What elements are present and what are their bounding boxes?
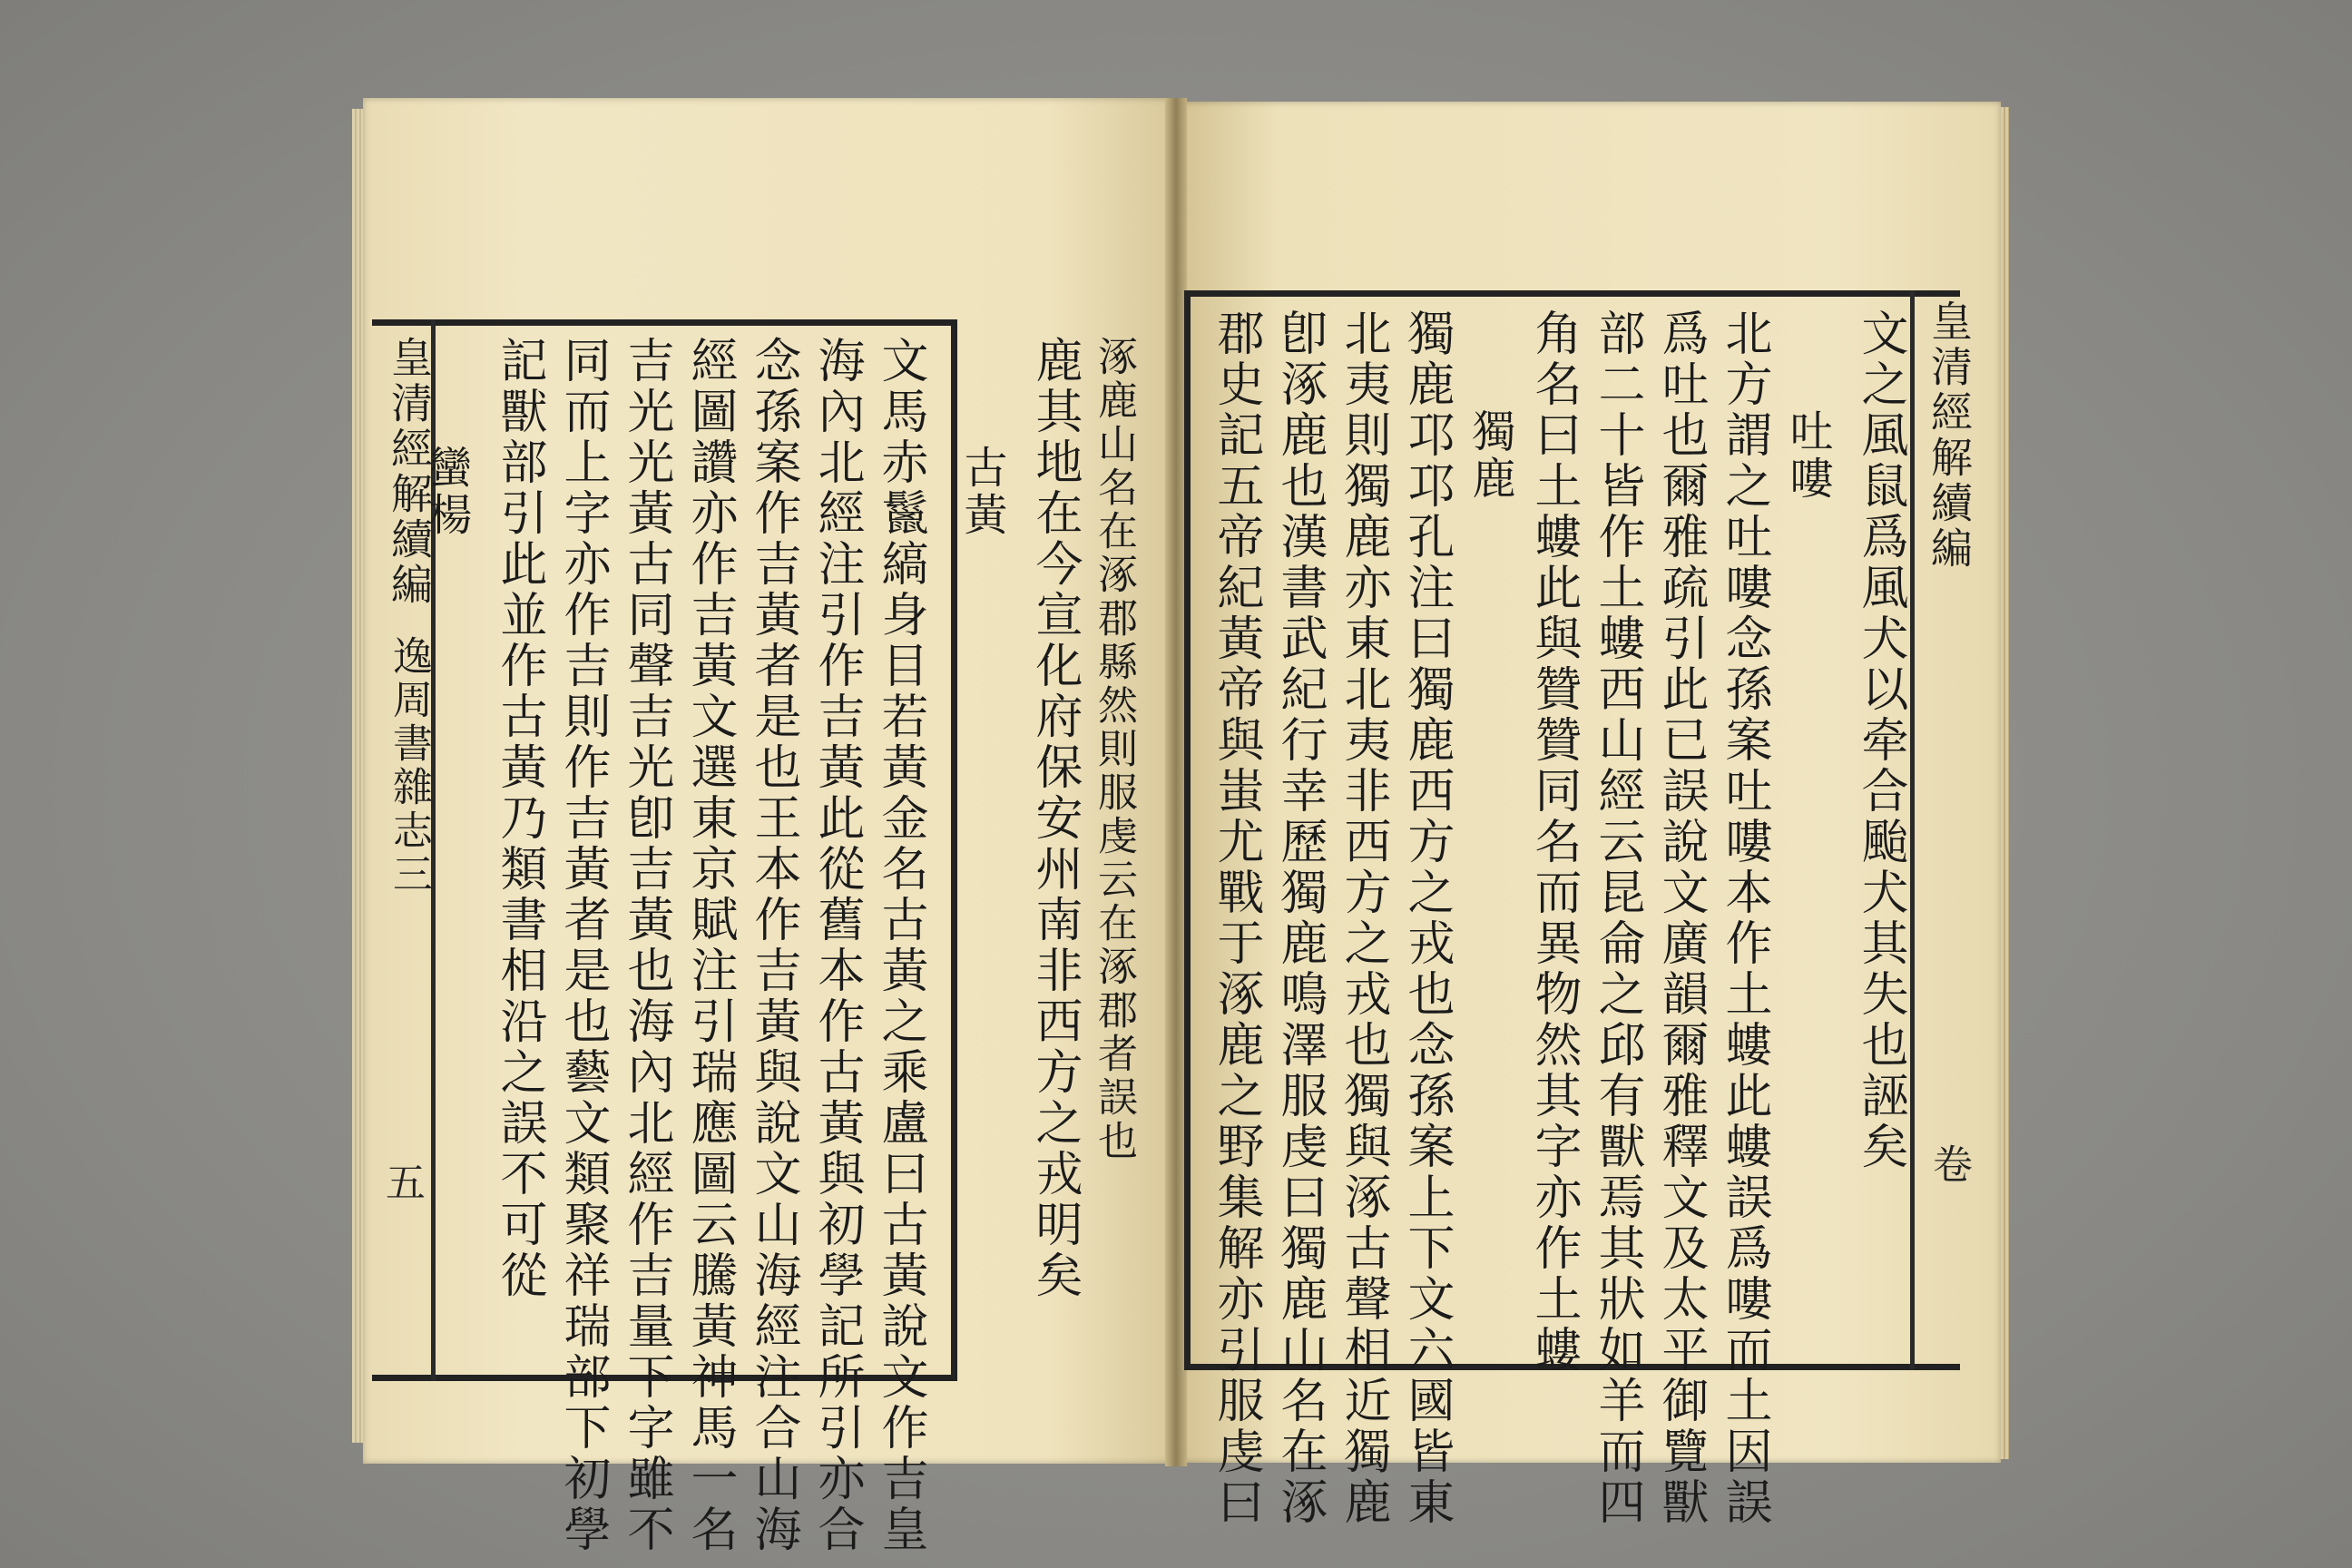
text-column: 同而上字亦作吉則作吉黃者是也藝文類聚祥瑞部下初學: [555, 336, 610, 1555]
text-column: 海內北經注引作吉黃此從舊本作古黃與初學記所引亦合: [809, 336, 864, 1555]
text-column: 涿鹿山名在涿郡縣然則服虔云在涿郡者誤也: [1091, 336, 1137, 1163]
left-page-number: 五: [378, 1161, 425, 1201]
section-heading: 古黃: [956, 445, 1007, 539]
text-column: 北方謂之吐嘍念孫案吐嘍本作土螻此螻誤爲嘍而土因誤: [1717, 309, 1771, 1528]
section-heading: 蠻楊: [421, 445, 472, 539]
right-margin-title: 皇清經解續編: [1925, 299, 1974, 572]
text-column: 記獸部引此並作古黃乃類書相沿之誤不可從: [492, 336, 546, 1301]
left-margin-title: 皇清經解續編: [385, 336, 434, 608]
right-page-number: 卷: [1926, 1143, 1972, 1183]
text-column: 部二十皆作土螻西山經云昆侖之邱有獸焉其狀如羊而四: [1590, 309, 1644, 1528]
text-column: 郡史記五帝紀黃帝與蚩尤戰于涿鹿之野集解亦引服虔曰: [1209, 309, 1263, 1528]
text-column: 文馬赤鬣縞身目若黃金名古黃之乘盧曰古黃說文作吉皇: [873, 336, 927, 1555]
text-column: 經圖讚亦作吉黃文選東京賦注引瑞應圖云騰黃神馬一名: [682, 336, 737, 1555]
text-column: 卽涿鹿也漢書武紀行幸歷獨鹿鳴澤服虔曰獨鹿山名在涿: [1272, 309, 1327, 1528]
text-column: 爲吐也爾雅疏引此已誤說文廣韻爾雅釋文及太平御覽獸: [1653, 309, 1708, 1528]
text-column: 角名曰土螻此與贊贊同名而異物然其字亦作土螻: [1526, 309, 1581, 1376]
text-column: 念孫案作吉黃者是也王本作吉黃與說文山海經注合山海: [746, 336, 800, 1555]
right-margin-rule: [1910, 290, 1915, 1370]
text-column: 吉光光黃古同聲吉光卽吉黃也海內北經作吉量下字雖不: [619, 336, 673, 1555]
text-column: 北夷則獨鹿亦東北夷非西方之戎也獨與涿古聲相近獨鹿: [1336, 309, 1390, 1528]
text-column: 鹿其地在今宣化府保安州南非西方之戎明矣: [1027, 336, 1082, 1301]
section-heading: 吐嘍: [1782, 408, 1833, 503]
left-margin-section: 逸周書雜志三: [386, 635, 432, 897]
text-column: 文之風鼠爲風犬以牵合颱犬其失也誣矣: [1853, 309, 1907, 1172]
text-column: 獨鹿邛邛孔注曰獨鹿西方之戎也念孫案上下文六國皆東: [1399, 309, 1454, 1528]
section-heading: 獨鹿: [1465, 408, 1515, 503]
